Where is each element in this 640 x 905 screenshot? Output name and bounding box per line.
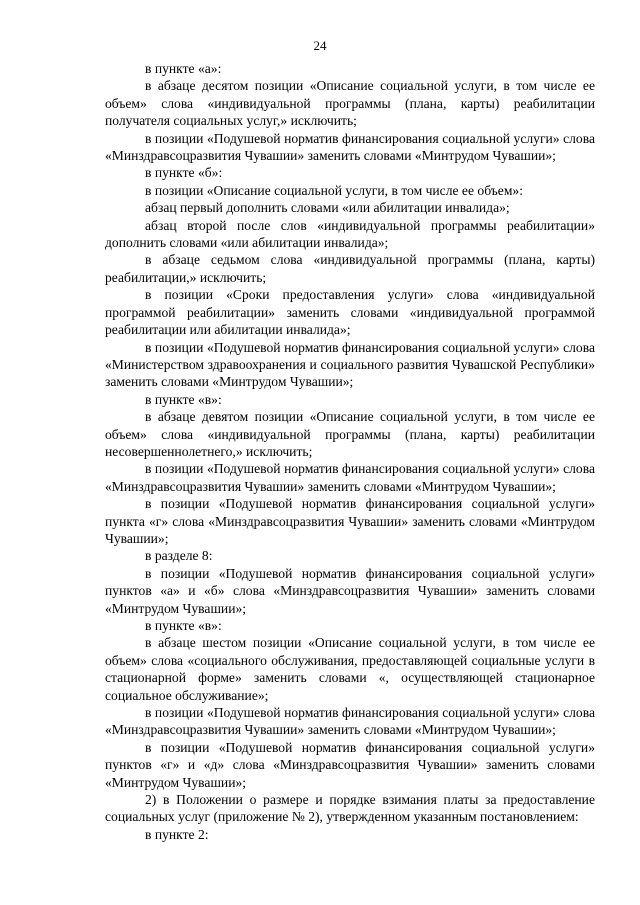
paragraph: в позиции «Подушевой норматив финансирования социальной услуги» слова «Минздравсоцразвития Чувашии» заменить словами «Минтрудом Чувашии»; xyxy=(105,461,595,494)
paragraph: в позиции «Подушевой норматив финансирования социальной услуги» пунктов «а» и «б» слова «Минздравсоцразвития Чувашии» заменить словами «Минтрудом Чувашии»; xyxy=(105,565,595,616)
paragraph: в разделе 8: xyxy=(145,548,213,564)
document-body xyxy=(105,60,595,843)
paragraph: в пункте «в»: xyxy=(145,391,222,407)
paragraph: в позиции «Сроки предоставления услуги» слова «индивидуальной программой реабилитации» заменить словами «индивидуальной программой реабилитации или абилитации инвалида»; xyxy=(105,287,595,338)
paragraph: в позиции «Подушевой норматив финансирования социальной услуги» слова «Минздравсоцразвития Чувашии» заменить словами «Минтрудом Чувашии»; xyxy=(105,705,595,738)
paragraph: в пункте «в»: xyxy=(145,618,222,633)
paragraph: абзац второй после слов «индивидуальной программы реабилитации» дополнить словами «или абилитации инвалида»; xyxy=(105,217,595,251)
paragraph: в позиции «Подушевой норматив финансирования социальной услуги» пунктов «г» и «д» слова «Минздравсоцразвития Чувашии» заменить словами «Минтрудом Чувашии»; xyxy=(105,739,595,790)
paragraph: в пункте 2: xyxy=(145,826,209,842)
paragraph: в абзаце девятом позиции «Описание социальной услуги, в том числе ее объем» слова «индивидуальной программы (плана, карты) реабилитации несовершеннолетнего,» исключить; xyxy=(105,409,595,459)
paragraph: в позиции «Подушевой норматив финансирования социальной услуги» слова «Минздравсоцразвития Чувашии» заменить словами «Минтрудом Чувашии»; xyxy=(105,130,595,164)
paragraph: в пункте «б»: xyxy=(145,165,223,181)
paragraph: в позиции «Подушевой норматив финансирования социальной услуги» пункта «г» слова «Минздравсоцразвития Чувашии» заменить словами «Минтрудом Чувашии»; xyxy=(105,496,595,546)
paragraph: в абзаце седьмом слова «индивидуальной программы (плана, карты) реабилитации,» исключить; xyxy=(105,252,595,285)
paragraph: в позиции «Описание социальной услуги, в том числе ее объем»: xyxy=(145,182,524,198)
paragraph: в пункте «а»: xyxy=(145,61,222,76)
paragraph: 2) в Положении о размере и порядке взимания платы за предоставление социальных услуг (приложение № 2), утвержденном указанным постановлением: xyxy=(105,792,595,825)
paragraph: в позиции «Подушевой норматив финансирования социальной услуги» слова «Министерством здравоохранения и социального развития Чувашской Республики» заменить словами «Минтрудом Чувашии»; xyxy=(105,339,595,390)
page-number: 24 xyxy=(313,38,327,53)
paragraph: абзац первый дополнить словами «или абилитации инвалида»; xyxy=(145,200,510,216)
paragraph: в абзаце шестом позиции «Описание социальной услуги, в том числе ее объем» слова «социального обслуживания, предоставляющей социальные услуги в стационарной форме» заменить словами «, осуществляющей стационарное социальное обслуживание»; xyxy=(105,635,595,703)
paragraph: в абзаце десятом позиции «Описание социальной услуги, в том числе ее объем» слова «индивидуальной программы (плана, карты) реабилитации получателя социальных услуг,» исключить; xyxy=(105,78,595,129)
